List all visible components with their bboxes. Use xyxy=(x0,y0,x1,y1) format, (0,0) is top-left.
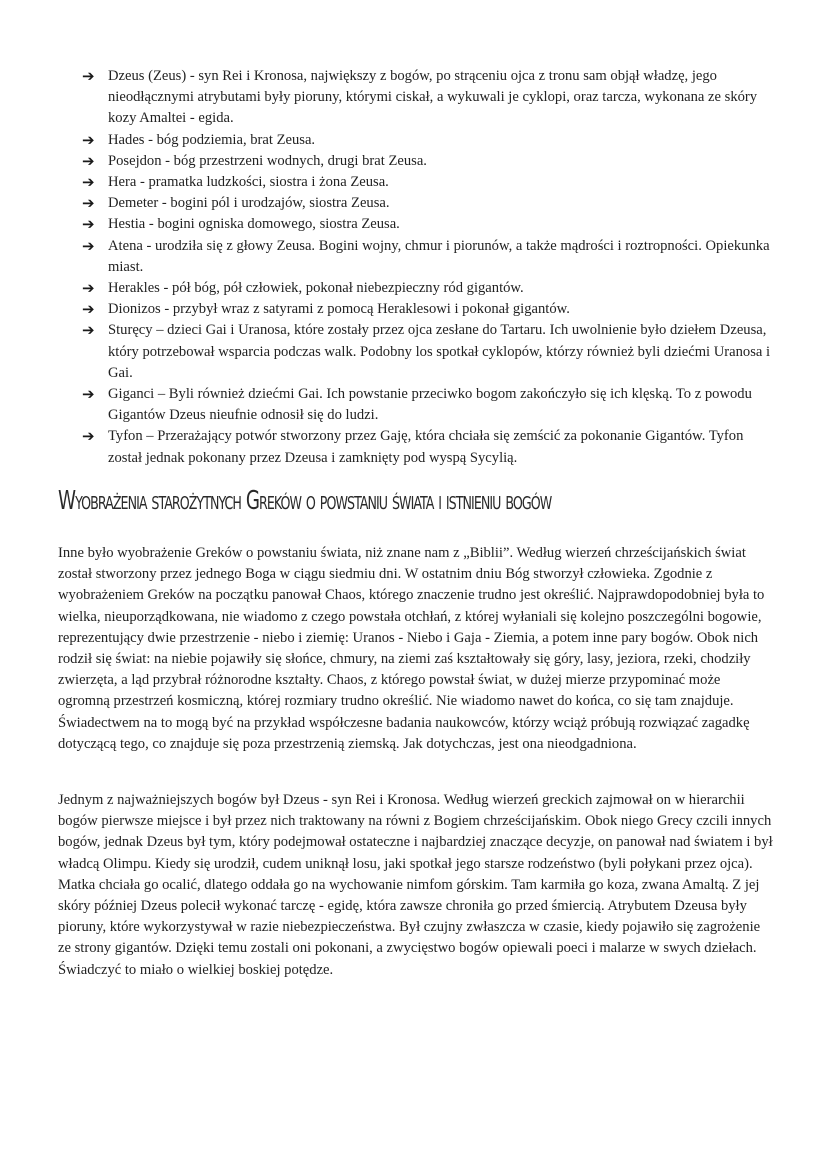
list-item-text: Sturęcy – dzieci Gai i Uranosa, które zostały przez ojca zesłane do Tartaru. Ich uwolnienie było dziełem Dzeusa, który potrzebował wsparcia podczas walk. Podobny los spotkał cyklopów, którzy również byli dziećmi Uranosa i Gai. xyxy=(108,322,771,381)
list-item-text: Dzeus (Zeus) - syn Rei i Kronosa, największy z bogów, po strąceniu ojca z tronu sam objął władzę, jego nieodłącznymi atrybutami były pioruny, którymi ciskał, a wykuwali je cyklopi, oraz tarcza, wykonana ze skóry kozy Amaltei - egida. xyxy=(108,68,758,127)
list-item xyxy=(82,130,772,151)
arrow-right-icon: ➔ xyxy=(82,385,95,404)
list-item xyxy=(82,193,772,214)
list-item xyxy=(82,214,772,235)
arrow-right-icon: ➔ xyxy=(82,321,95,340)
arrow-right-icon: ➔ xyxy=(82,130,95,149)
list-item xyxy=(82,66,772,130)
list-item xyxy=(82,384,772,426)
section-heading: Wyobrażenia starożytnych Greków o powstaniu świata i istnieniu bogów xyxy=(58,486,552,516)
gods-list xyxy=(82,66,772,469)
list-item-text: Herakles - pół bóg, pół człowiek, pokonał niebezpieczny ród gigantów. xyxy=(108,280,524,297)
list-item-text: Hera - pramatka ludzkości, siostra i żona Zeusa. xyxy=(108,174,389,191)
list-item xyxy=(82,278,772,299)
list-item xyxy=(82,172,772,193)
list-item xyxy=(82,299,772,320)
arrow-right-icon: ➔ xyxy=(82,215,95,234)
list-item xyxy=(82,320,772,384)
paragraph-creation: Inne było wyobrażenie Greków o powstaniu świata, niż znane nam z „Biblii”. Według wierzeń chrześcijańskich świat został stworzony przez jednego Boga w ciągu siedmiu dni. W ostatnim dniu Bóg stworzył człowieka. Zgodnie z wyobrażeniem Greków na początku panował Chaos, którego znaczenie trudno jest określić. Najprawdopodobniej była to wielka, nieuporządkowana, nie wiadomo z czego powstała otchłań, z której wyłaniali się kolejno poszczególni bogowie, reprezentujący dwie przestrzenie - niebo i ziemię: Uranos - Niebo i Gaja - Ziemia, a potem inne pary bogów. Obok nich rodził się świat: na niebie pojawiły się słońce, chmury, na ziemi zaś kształtowały się góry, lasy, jeziora, rzeki, chodziły zwierzęta, a ląd przybrał różnorodne kształty. Chaos, z którego powstał świat, w dużej mierze przypominać może ogromną przestrzeń kosmiczną, której rozmiary trudno określić. Nie wiadomo nawet do końca, co się tam znajduje. Świadectwem na to mogą być na przykład współczesne badania naukowców, którzy wciąż próbują rozwiązać zagadkę dotyczącą tego, co znajduje się poza przestrzenią ziemską. Jak dotychczas, jest ona nieodgadniona. xyxy=(58,545,765,752)
list-item-text: Hades - bóg podziemia, brat Zeusa. xyxy=(108,131,316,148)
list-item-text: Giganci – Byli również dziećmi Gai. Ich powstanie przeciwko bogom zakończyło się ich klęską. To z powodu Gigantów Dzeus nieufnie odnosił się do ludzi. xyxy=(108,386,752,424)
arrow-right-icon: ➔ xyxy=(82,279,95,298)
list-item xyxy=(82,426,772,468)
list-item xyxy=(82,236,772,278)
arrow-right-icon: ➔ xyxy=(82,300,95,319)
arrow-right-icon: ➔ xyxy=(82,194,95,213)
arrow-right-icon: ➔ xyxy=(82,173,95,192)
list-item-text: Tyfon – Przerażający potwór stworzony przez Gaję, która chciała się zemścić za pokonanie Gigantów. Tyfon został jednak pokonany przez Dzeusa i zamknięty pod wyspą Sycylią. xyxy=(108,428,744,466)
paragraph-zeus: Jednym z najważniejszych bogów był Dzeus - syn Rei i Kronosa. Według wierzeń greckich zajmował on w hierarchii bogów pierwsze miejsce i był przez nich traktowany na równi z Bogiem chrześcijańskim. Obok niego Grecy czcili innych bogów, jednak Dzeus był tym, który podejmował ostateczne i najbardziej znaczące decyzje, on panował nad światem i był władcą Olimpu. Kiedy się urodził, cudem uniknął losu, jaki spotkał jego starsze rodzeństwo (byli połykani przez ojca). Matka chciała go ocalić, dlatego oddała go na wychowanie nimfom górskim. Tam karmiła go koza, zwana Amaltą. Z jej skóry później Dzeus polecił wykonać tarczę - egidę, która zawsze chroniła go przed śmiercią. Atrybutem Dzeusa były pioruny, które wykorzystywał w razie niebezpieczeństwa. Był czujny zwłaszcza w czasie, kiedy pojawiło się zagrożenie ze strony gigantów. Dzięki temu zostali oni pokonani, a zwycięstwo bogów opiewali poeci i malarze w swych dziełach. Świadczyć to miało o wielkiej boskiej potędze. xyxy=(58,792,773,978)
arrow-right-icon: ➔ xyxy=(82,236,95,255)
arrow-right-icon: ➔ xyxy=(82,151,95,170)
list-item-text: Atena - urodziła się z głowy Zeusa. Bogini wojny, chmur i piorunów, a także mądrości i roztropności. Opiekunka miast. xyxy=(108,237,770,275)
list-item-text: Posejdon - bóg przestrzeni wodnych, drugi brat Zeusa. xyxy=(108,152,427,169)
list-item-text: Dionizos - przybył wraz z satyrami z pomocą Heraklesowi i pokonał gigantów. xyxy=(108,301,570,318)
arrow-right-icon: ➔ xyxy=(82,67,95,85)
list-item xyxy=(82,151,772,172)
list-item-text: Demeter - bogini pól i urodzajów, siostra Zeusa. xyxy=(108,195,390,212)
arrow-right-icon: ➔ xyxy=(82,427,95,446)
list-item-text: Hestia - bogini ogniska domowego, siostra Zeusa. xyxy=(108,216,400,233)
